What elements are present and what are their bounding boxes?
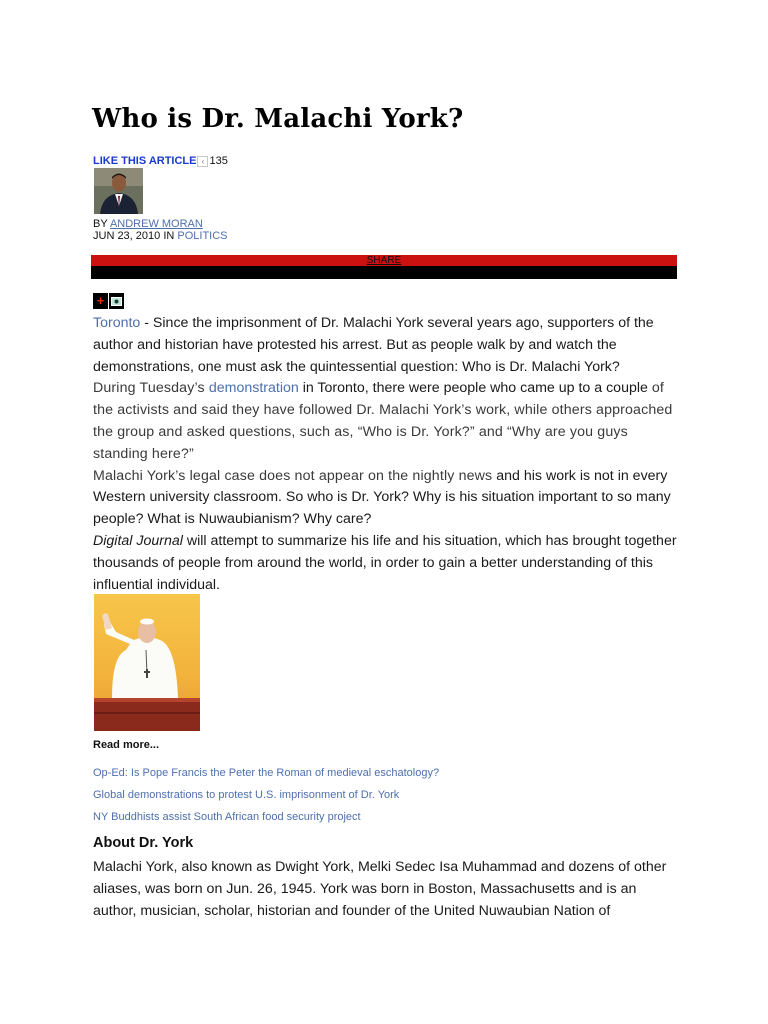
like-count: 135 (209, 155, 228, 167)
article-body (93, 313, 683, 596)
plus-icon[interactable]: + (93, 293, 108, 309)
like-arrow-icon[interactable]: ‹ (197, 156, 208, 167)
body-paragraph (93, 531, 683, 596)
related-link[interactable]: NY Buddhists assist South African food security project (93, 811, 361, 823)
body-text: Malachi York’s legal case does not appear on the nightly news (93, 467, 493, 484)
body-text: During Tuesday’s (93, 380, 209, 397)
body-paragraph (93, 313, 683, 378)
demonstration-link[interactable]: demonstration (208, 380, 299, 397)
publish-date: JUN 23, 2010 IN (93, 230, 175, 242)
related-links (93, 762, 439, 828)
like-row (93, 155, 228, 167)
author-link[interactable]: ANDREW MORAN (109, 218, 203, 230)
by-label: BY (93, 218, 108, 230)
body-paragraph (93, 466, 683, 531)
like-article-link[interactable]: LIKE THIS ARTICLE (93, 155, 197, 167)
publication-name: Digital Journal (93, 532, 183, 549)
share-bar (91, 255, 677, 279)
body-text: of the activists and said they have followed Dr. Malachi York’s work, while others approached the group and asked questions, such as, “Who is Dr. York?” and “Why are you guys standing here?” (93, 380, 673, 462)
about-heading: About Dr. York (93, 835, 194, 851)
camera-icon[interactable] (109, 293, 124, 309)
article-title: Who is Dr. Malachi York? (92, 104, 464, 134)
body-text: - Since the imprisonment of Dr. Malachi York several years ago, supporters of the author and historian have protested his arrest. But as people walk by and watch the demonstrations, one must ask the quintessential question: Who is Dr. Malachi York? (93, 315, 654, 375)
related-link[interactable]: Global demonstrations to protest U.S. imprisonment of Dr. York (93, 789, 400, 801)
read-more-label: Read more... (93, 739, 160, 751)
share-icons (93, 293, 124, 309)
related-article-image[interactable] (94, 594, 200, 731)
body-text: will attempt to summarize his life and his situation, which has brought together thousands of people from around the world, in order to gain a better understanding of this influential individual. (93, 532, 677, 593)
body-paragraph (93, 378, 683, 465)
share-link[interactable]: SHARE (91, 255, 677, 266)
body-text: and his work is not in every Western university classroom. So who is Dr. York? Why is his situation important to so many people? What is Nuwaubianism? Why care? (93, 467, 671, 528)
body-text: in Toronto, there were people who came up to a couple (298, 380, 652, 397)
toronto-link[interactable]: Toronto (93, 315, 141, 331)
byline (93, 218, 228, 242)
about-paragraph: Malachi York, also known as Dwight York, Melki Sedec Isa Muhammad and dozens of other aliases, was born on Jun. 26, 1945. York was born in Boston, Massachusetts and is an author, musician, scholar, historian and founder of the United Nuwaubian Nation of (93, 859, 667, 919)
author-avatar[interactable] (94, 168, 143, 214)
related-link[interactable]: Op-Ed: Is Pope Francis the Peter the Roman of medieval eschatology? (93, 767, 440, 779)
category-link[interactable]: POLITICS (177, 230, 228, 242)
